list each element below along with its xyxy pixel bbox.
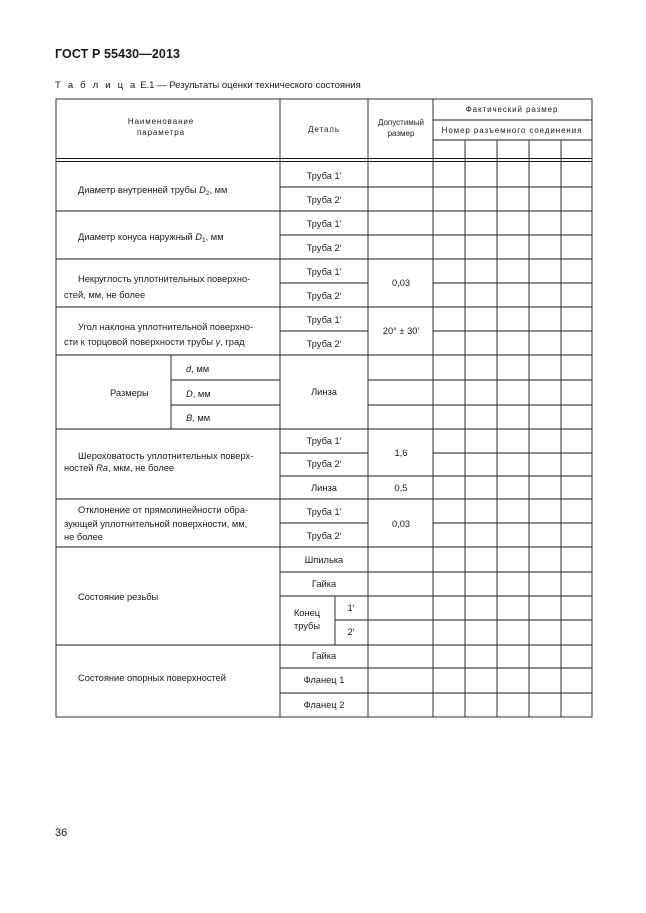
header-allowed-line2: размер [387,129,415,138]
page-number: 36 [55,827,68,839]
detail-pipe-end-line1: Конец [293,608,321,618]
param-straightness-line1: Отклонение от прямолинейности обра- [78,505,249,515]
detail-pipe2: Труба 2′ [306,459,342,469]
size-d: d, мм [186,364,210,374]
param-thread-state: Состояние резьбы [78,592,159,602]
detail-pipe1: Труба 1′ [306,267,342,277]
allowed-straightness: 0,03 [391,519,411,529]
detail-pipe-end-line2: трубы [293,621,321,631]
detail-flange2: Фланец 2 [303,700,345,710]
detail-pipe2: Труба 2′ [306,291,342,301]
header-allowed-line1: Допустимый [377,118,425,127]
param-roughness-line2: ностей Ra, мкм, не более [64,463,175,473]
detail-pipe1: Труба 1′ [306,219,342,229]
header-actual-size: Фактический размер [465,105,559,114]
document-standard: ГОСТ Р 55430—2013 [55,47,181,61]
allowed-ovality: 0,03 [391,278,411,288]
detail-nut: Гайка [311,651,337,661]
detail-lens: Линза [311,483,337,493]
param-sizes: Размеры [110,388,149,398]
param-support-state: Состояние опорных поверхностей [78,673,226,683]
param-ovality-line1: Некруглость уплотнительных поверхно- [78,274,251,284]
detail-pipe2: Труба 2′ [306,531,342,541]
header-param-line2: параметра [136,128,186,137]
table-caption-label: Т а б л и ц а [55,80,138,91]
detail-pipe2: Труба 2′ [306,195,342,205]
header-connection-number: Номер разъемного соединения [441,126,583,135]
detail-pipe1: Труба 1′ [306,507,342,517]
param-angle-line1: Угол наклона уплотнительной поверхно- [78,322,254,332]
allowed-roughness-lens: 0,5 [394,483,408,493]
detail-pipe1: Труба 1′ [306,315,342,325]
param-straightness-line3: не более [64,532,103,542]
header-detail: Деталь [308,125,340,134]
detail-pipe1: Труба 1′ [306,171,342,181]
allowed-angle: 20° ± 30′ [382,326,420,336]
param-angle-line2: сти к торцовой поверхности трубы γ, град [64,337,245,347]
size-D: D, мм [186,389,211,399]
detail-pipe1: Труба 1′ [306,436,342,446]
table-caption-text: Е.1 — Результаты оценки технического состояния [140,80,361,91]
header-param-line1: Наименование [127,117,195,126]
detail-nut: Гайка [311,579,337,589]
param-ovality-line2: стей, мм, не более [64,290,146,300]
param-cone-diameter: Диаметр конуса наружный $D_1$, мм [78,232,224,244]
detail-stud: Шпилька [304,555,344,565]
size-B: B, мм [186,413,211,423]
param-straightness-line2: зующей уплотнительной поверхности, мм, [64,519,248,529]
detail-end1: 1′ [347,603,355,613]
param-inner-diameter: Диаметр внутренней трубы $D_2$, мм [78,185,228,197]
detail-end2: 2′ [347,627,355,637]
detail-pipe2: Труба 2′ [306,243,342,253]
detail-pipe2: Труба 2′ [306,339,342,349]
allowed-roughness-pipes: 1,6 [394,448,408,458]
detail-lens: Линза [311,387,337,397]
param-roughness-line1: Шероховатость уплотнительных поверх- [78,451,254,461]
detail-flange1: Фланец 1 [303,675,345,685]
